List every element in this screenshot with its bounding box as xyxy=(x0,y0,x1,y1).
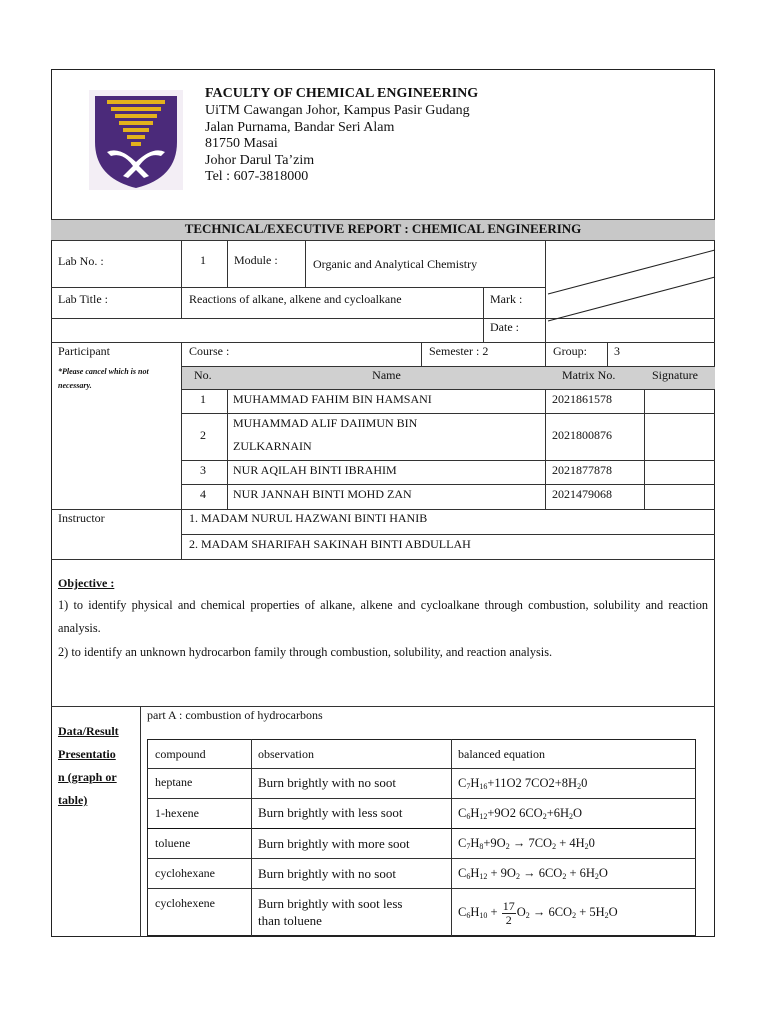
observation-cell: Burn brightly with less soot xyxy=(258,805,403,820)
participant-matrix: 2021479068 xyxy=(552,487,612,501)
participant-name: NUR JANNAH BINTI MOHD ZAN xyxy=(233,487,412,501)
instructor-2: 2. MADAM SHARIFAH SAKINAH BINTI ABDULLAH xyxy=(189,537,471,551)
lab-title-value: Reactions of alkane, alkene and cycloalkane xyxy=(189,292,402,306)
lab-title-label: Lab Title : xyxy=(58,292,109,306)
participant-label: Participant xyxy=(58,344,110,358)
group-label: Group: xyxy=(553,344,587,358)
data-result-line: n (graph or xyxy=(58,770,117,784)
address-line: Johor Darul Ta’zim xyxy=(205,152,315,168)
lab-no-label: Lab No. : xyxy=(58,254,104,268)
participant-name-cont: ZULKARNAIN xyxy=(233,439,312,453)
observation-cell-cont: than toluene xyxy=(258,913,322,928)
col-no: No. xyxy=(194,368,212,382)
address-line: Tel : 607-3818000 xyxy=(205,169,309,184)
fraction: $\frac{17}{2}$ xyxy=(502,898,515,927)
col-name: Name xyxy=(372,368,401,382)
equation-cell: $C_6H_{12} + 9O_2 \to 6CO_2 + 6H_2O$ xyxy=(458,866,608,881)
date-label: Date : xyxy=(490,320,519,334)
compound-cell: cyclohexene xyxy=(155,896,215,910)
participant-matrix: 2021877878 xyxy=(552,463,612,477)
course-label: Course : xyxy=(189,344,230,358)
col-compound: compound xyxy=(155,747,206,761)
instructor-label: Instructor xyxy=(58,511,105,525)
equation-cell: $C_6H_{12}+9O2$ $6CO_2+6H_2O$ xyxy=(458,806,583,821)
equation-cell: $C_7H_8+9O_2 \to 7CO_2 + 4H_20$ xyxy=(458,836,595,851)
observation-cell: Burn brightly with no soot xyxy=(258,866,396,881)
participant-name: NUR AQILAH BINTI IBRAHIM xyxy=(233,463,397,477)
observation-cell: Burn brightly with more soot xyxy=(258,836,410,851)
observation-cell: Burn brightly with no soot xyxy=(258,775,396,790)
col-observation: observation xyxy=(258,747,314,761)
address-line: UiTM Cawangan Johor, Kampus Pasir Gudang xyxy=(205,103,470,118)
data-result-label xyxy=(58,720,119,812)
compound-cell: toluene xyxy=(155,836,191,850)
module-value: Organic and Analytical Chemistry xyxy=(313,257,478,271)
participant-no: 1 xyxy=(200,392,206,406)
module-label: Module : xyxy=(234,253,278,267)
col-matrix: Matrix No. xyxy=(562,368,616,382)
group-value: 3 xyxy=(614,344,620,358)
participant-note xyxy=(58,365,178,393)
faculty-address xyxy=(205,103,470,186)
data-result-line: Data/Result xyxy=(58,724,119,738)
objective-item-1: 1) to identify physical and chemical properties of alkane, alkene and cycloalkane through combustion, solubility and reaction analysis. xyxy=(58,598,708,635)
report-title: TECHNICAL/EXECUTIVE REPORT : CHEMICAL ENGINEERING xyxy=(184,221,582,236)
equation-cell: $C_6H_{10}$ + $\frac{17}{2}$ $O_2 \to 6CO_2 + 5H_2O$ xyxy=(458,898,618,927)
part-a-title: part A : combustion of hydrocarbons xyxy=(147,708,323,722)
objective-item-2: 2) to identify an unknown hydrocarbon family through combustion, solubility, and reaction analysis. xyxy=(58,645,553,659)
compound-cell: cyclohexane xyxy=(155,866,215,880)
participant-name: MUHAMMAD ALIF DAIIMUN BIN xyxy=(233,416,418,430)
participant-matrix: 2021800876 xyxy=(552,428,612,442)
participant-no: 2 xyxy=(200,428,206,442)
instructor-1: 1. MADAM NURUL HAZWANI BINTI HANIB xyxy=(189,511,428,525)
lab-no-value: 1 xyxy=(200,253,206,267)
faculty-title: FACULTY OF CHEMICAL ENGINEERING xyxy=(205,86,479,101)
col-balanced-equation: balanced equation xyxy=(458,747,545,761)
data-result-line: table) xyxy=(58,793,88,807)
semester-label: Semester : 2 xyxy=(429,344,489,358)
data-result-line: Presentatio xyxy=(58,747,116,761)
mark-box-diagonal xyxy=(545,247,717,327)
participant-matrix: 2021861578 xyxy=(552,392,612,406)
participant-name: MUHAMMAD FAHIM BIN HAMSANI xyxy=(233,392,432,406)
participant-no: 4 xyxy=(200,487,206,501)
col-signature: Signature xyxy=(652,368,698,382)
address-line: 81750 Masai xyxy=(205,136,278,151)
observation-cell: Burn brightly with soot less xyxy=(258,896,403,911)
compound-cell: 1-hexene xyxy=(155,806,199,820)
compound-cell: heptane xyxy=(155,775,193,789)
address-line: Jalan Purnama, Bandar Seri Alam xyxy=(205,119,395,135)
participant-note-text: *Please cancel which is not necessary. xyxy=(58,367,149,390)
participant-no: 3 xyxy=(200,463,206,477)
objective-title: Objective : xyxy=(58,576,115,590)
mark-label: Mark : xyxy=(490,292,523,306)
equation-cell: $C_7H_{16}+11O2$ $7CO2+8H_20$ xyxy=(458,776,588,791)
